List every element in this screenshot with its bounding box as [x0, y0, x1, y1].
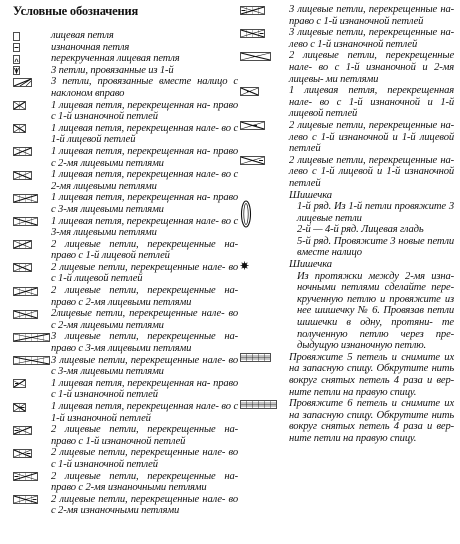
cross-1k-3k-right-icon [13, 193, 51, 203]
legend-entry [13, 401, 238, 424]
legend-entry-text: Провяжите 5 петель и снимите их на запасную спицу. Обкрутите нить вокруг снятых петель 4 раза и вер- ните петли на правую спицу. [289, 351, 454, 398]
cross-2k-2k-right-icon [13, 286, 51, 296]
legend-entry-text: 1 лицевая петля, перекрещенная нале- во с 3-мя лицевыми петлями [51, 215, 238, 239]
legend-entry-text: перекрученная лицевая петля [51, 53, 180, 65]
legend-entry [13, 355, 238, 378]
bobble-star-icon [240, 260, 289, 270]
cross-2k-1k-right-icon [13, 240, 51, 250]
legend-entry [13, 100, 238, 123]
legend-entry-text: 2 лицевые петли, перекрещенные на- право с 1-й лицевой петлей [51, 238, 238, 262]
legend-entry [13, 169, 238, 192]
bobble-heading: Шишечка [289, 189, 332, 201]
legend-entry-text: 3 лицевые петли, перекрещенные на- лево с 1-й изнаночной петлей [289, 27, 454, 50]
legend-entry [13, 146, 238, 169]
bobble-text [289, 190, 454, 260]
cross-1k-3k-left-icon [13, 217, 51, 227]
legend-entry [13, 447, 238, 470]
bobble-step: 1-й ряд. Из 1-й петли провяжите 3 лицевые петли [297, 201, 454, 224]
legend-entry [13, 65, 238, 77]
bobble2-text [289, 259, 454, 352]
legend-entry [13, 331, 238, 354]
cross-2k-1k-1p-icon [240, 156, 289, 166]
cross-2k-2p-right-icon [13, 472, 51, 482]
purl-dash-icon [13, 43, 51, 53]
legend-entry [240, 85, 454, 120]
legend-entry [240, 50, 454, 85]
legend-entry [13, 471, 238, 494]
legend-entry [13, 285, 238, 308]
legend-entry [13, 308, 238, 331]
twisted-knit-icon [13, 54, 51, 64]
legend-entry [13, 76, 238, 99]
legend-entry [13, 42, 238, 54]
empty-cell-icon [13, 31, 51, 41]
bobble-step: 2-й — 4-й ряд. Лицевая гладь [297, 224, 424, 236]
legend-entry-text: Провяжите 6 петель и снимите их на запасную спицу. Обкрутите нить вокруг снятых петель 4 раза и вер- ните петли на правую спицу. [289, 398, 454, 444]
legend-entry [13, 239, 238, 262]
legend-entry [13, 378, 238, 401]
legend-entry-text: 3 лицевые петли, перекрещенные на- право с 1-й изнаночной петлей [289, 4, 454, 27]
legend-entry-text: 1 лицевая петля, перекрещенная на- право с 1-й изнаночной петлей [51, 99, 238, 123]
legend-entry-text: 2 лицевые петли, перекрещенные на- право с 2-мя изнаночными петлями [51, 470, 238, 494]
cross-2k-1k-left-icon [13, 263, 51, 273]
legend-entry [13, 216, 238, 239]
legend-entry-text: 2 лицевые петли, перекрещенные на- право с 1-й изнаночной петлей [51, 424, 238, 447]
legend-entry [13, 424, 238, 447]
legend-entry-text: 2 лицевые петли, перекрещенные на- право с 2-мя лицевыми петлями [51, 285, 238, 308]
cross-2k-1p-right-icon [13, 425, 51, 435]
cross-1k-1k-left-icon [13, 124, 51, 134]
cross-1k-2k-right-icon [13, 147, 51, 157]
legend-entry-text: 3 лицевые петли, перекрещенные на- право с 3-мя лицевыми петлями [51, 331, 238, 355]
cross-1k-1p-right-b-icon [13, 379, 51, 389]
legend-entry-text: 1 лицевая петля, перекрещенная нале- во с 1-й лицевой петлей [51, 122, 238, 146]
legend-entry [240, 27, 454, 50]
legend-entry [13, 53, 238, 65]
bobble-entry [240, 190, 454, 260]
cross-3k-3k-right-icon [13, 332, 51, 342]
legend-entry-text: 2 лицевые петли, перекрещенные на- лево с 1-й лицевой и 1-й изнаночной петлей [289, 154, 454, 189]
cross-3k-1p-left-icon [240, 28, 289, 38]
legend-entry-text: 2 лицевые петли, перекрещенные нале- во с 1-й изнаночной петлей [51, 447, 238, 470]
cross-2k-1p-left-icon [13, 448, 51, 458]
legend-entry [13, 30, 238, 42]
cross-1k-1p-left-icon [13, 402, 51, 412]
legend-entry-text: 2 лицевые петли, перекрещенные нале- во с 1-й изнаночной и 2-мя лицевы- ми петлями [289, 50, 454, 85]
cross-3k-3k-left-icon [13, 356, 51, 366]
bobble2-description: Из протяжки между 2-мя изна- ночными петлями сделайте пере- крученную петлю и провяжите из нее шишечку № 6. Провязав петли шишечки в одну, протяни- те полученную петлю через пре- дыдущую изнаночную петлю. [297, 270, 454, 352]
legend-entry [240, 4, 454, 27]
legend-entry-text: 1 лицевая петля, перекрещенная нале- во с 2-мя лицевыми петлями [51, 169, 238, 192]
legend-right-column [240, 4, 454, 445]
bobble-step: 5-й ряд. Провяжите 3 новые петли вместе налицо [297, 235, 454, 259]
legend-entry-text: 2 лицевые петли, перекрещенные на- лево с 1-й изнаночной и 1-й лицевой петлей [289, 119, 454, 155]
legend-entry [13, 262, 238, 285]
legend-entry-text: 1 лицевая петля, перекрещенная на- право с 2-мя лицевыми петлями [51, 145, 238, 169]
three-from-one-icon [13, 66, 51, 76]
legend-entry-text: 1 лицевая петля, перекрещенная нале- во с 1-й изнаночной и 1-й лицевой петлей [289, 85, 454, 120]
cross-1k-over-1p-right-icon [13, 101, 51, 111]
legend-entry [240, 155, 454, 190]
legend-entry [240, 120, 454, 155]
cross-2k-2k-left-icon [13, 309, 51, 319]
legend-entry [13, 192, 238, 215]
legend-entry [240, 352, 454, 398]
cross-2k-1p-2k-icon [240, 51, 289, 61]
wrap-6-icon [240, 399, 289, 409]
legend-entry-text: 1 лицевая петля, перекрещенная на- право с 3-мя лицевыми петлями [51, 192, 238, 215]
legend-entry-text: лицевая петля [51, 30, 114, 41]
legend-entry-text: 1 лицевая петля, перекрещенная на- право с 1-й изнаночной петлей [51, 377, 238, 401]
legend-entry [13, 123, 238, 146]
legend-title: Условные обозначения [13, 4, 139, 18]
three-together-right-icon [13, 77, 51, 87]
legend-entry [240, 398, 454, 444]
cross-3k-1p-right-icon [240, 5, 289, 15]
legend-left-column [13, 30, 238, 517]
legend-entry-text: 3 лицевые петли, перекрещенные нале- во с 3-мя лицевыми петлями [51, 354, 238, 378]
legend-entry-text: 3 петли, провязанные вместе налицо с наклоном вправо [51, 76, 238, 99]
bobble2-heading: Шишечка [289, 259, 332, 271]
bobble-oval-icon [240, 196, 289, 232]
legend-entry-text: 2 лицевые петли, перекрещенные нале- во с 1-й лицевой петлей [51, 261, 238, 285]
cross-1k-1p-1k-icon [240, 86, 289, 96]
cross-2k-2p-left-icon [13, 495, 51, 505]
legend-entry-text: 2лицевые петли, перекрещенные нале- во с 2-мя лицевыми петлями [51, 308, 238, 331]
legend-entry-text: изнаночная петля [51, 41, 130, 53]
bobble2-entry [240, 259, 454, 352]
wrap-5-icon [240, 353, 289, 363]
legend-entry-text: 3 петли, провязанные из 1-й [51, 64, 174, 76]
cross-2k-1p-1k-a-icon [240, 121, 289, 131]
legend-entry-text: 2 лицевые петли, перекрещенные нале- во с 2-мя изнаночными петлями [51, 493, 238, 517]
legend-entry [13, 494, 238, 517]
cross-1k-2k-left-icon [13, 170, 51, 180]
legend-entry-text: 1 лицевая петля, перекрещенная нале- во с 1-й изнаночной петлей [51, 401, 238, 424]
